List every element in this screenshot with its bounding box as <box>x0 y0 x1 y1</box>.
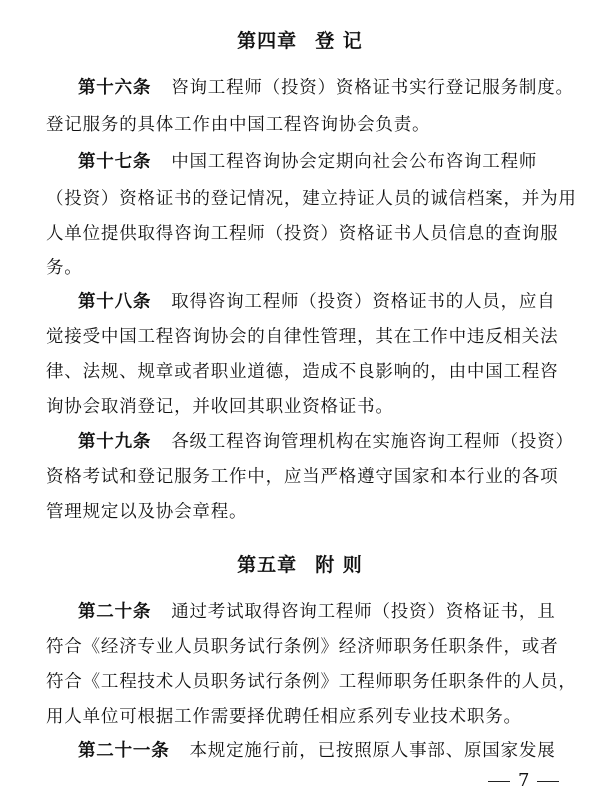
article-line: 符合《经济专业人员职务试行条例》经济师职务任职条件，或者 <box>46 637 559 657</box>
page-number-dash-left <box>488 781 510 782</box>
article-label: 第十六条 <box>78 78 152 98</box>
article-text: 咨询工程师（投资）资格证书实行登记服务制度。 <box>171 78 574 98</box>
article-line <box>78 292 556 312</box>
article-label: 第二十条 <box>78 602 152 622</box>
article-line <box>78 602 556 622</box>
article-line: （投资）资格证书的登记情况，建立持证人员的诚信档案，并为用 <box>46 189 577 209</box>
article-text: 取得咨询工程师（投资）资格证书的人员，应自 <box>171 292 556 312</box>
chapter-4-number: 第四章 <box>237 30 298 52</box>
article-text: 各级工程咨询管理机构在实施咨询工程师（投资） <box>171 432 574 452</box>
article-text: 通过考试取得咨询工程师（投资）资格证书，且 <box>171 602 556 622</box>
article-line <box>78 432 574 452</box>
article-text: 本规定施行前，已按照原人事部、原国家发展 <box>189 741 556 761</box>
chapter-4-heading <box>0 26 600 53</box>
article-label: 第二十一条 <box>78 741 170 761</box>
article-line <box>78 741 556 761</box>
chapter-5-title: 附 则 <box>315 554 363 576</box>
article-line: 询协会取消登记，并收回其职业资格证书。 <box>46 397 394 417</box>
article-label: 第十八条 <box>78 292 152 312</box>
page-number <box>480 770 567 791</box>
article-line: 觉接受中国工程咨询协会的自律性管理，其在工作中违反相关法 <box>46 327 559 347</box>
page-number-value: 7 <box>518 770 530 791</box>
article-label: 第十九条 <box>78 432 152 452</box>
page-number-dash-right <box>537 781 559 782</box>
article-text: 中国工程咨询协会定期向社会公布咨询工程师 <box>171 152 538 172</box>
article-line <box>78 78 574 98</box>
article-label: 第十七条 <box>78 152 152 172</box>
article-line: 符合《工程技术人员职务试行条例》工程师职务任职条件的人员， <box>46 672 577 692</box>
article-line: 律、法规、规章或者职业道德，造成不良影响的，由中国工程咨 <box>46 362 559 382</box>
chapter-5-heading <box>0 550 600 577</box>
article-line: 用人单位可根据工作需要择优聘任相应系列专业技术职务。 <box>46 707 522 727</box>
article-line: 管理规定以及协会章程。 <box>46 502 248 522</box>
article-line: 人单位提供取得咨询工程师（投资）资格证书人员信息的查询服 <box>46 224 559 244</box>
article-line <box>78 152 537 172</box>
article-line: 登记服务的具体工作由中国工程咨询协会负责。 <box>46 115 431 135</box>
article-line: 资格考试和登记服务工作中，应当严格遵守国家和本行业的各项 <box>46 467 559 487</box>
article-line: 务。 <box>46 258 83 278</box>
chapter-4-title: 登 记 <box>315 30 363 52</box>
chapter-5-number: 第五章 <box>237 554 298 576</box>
